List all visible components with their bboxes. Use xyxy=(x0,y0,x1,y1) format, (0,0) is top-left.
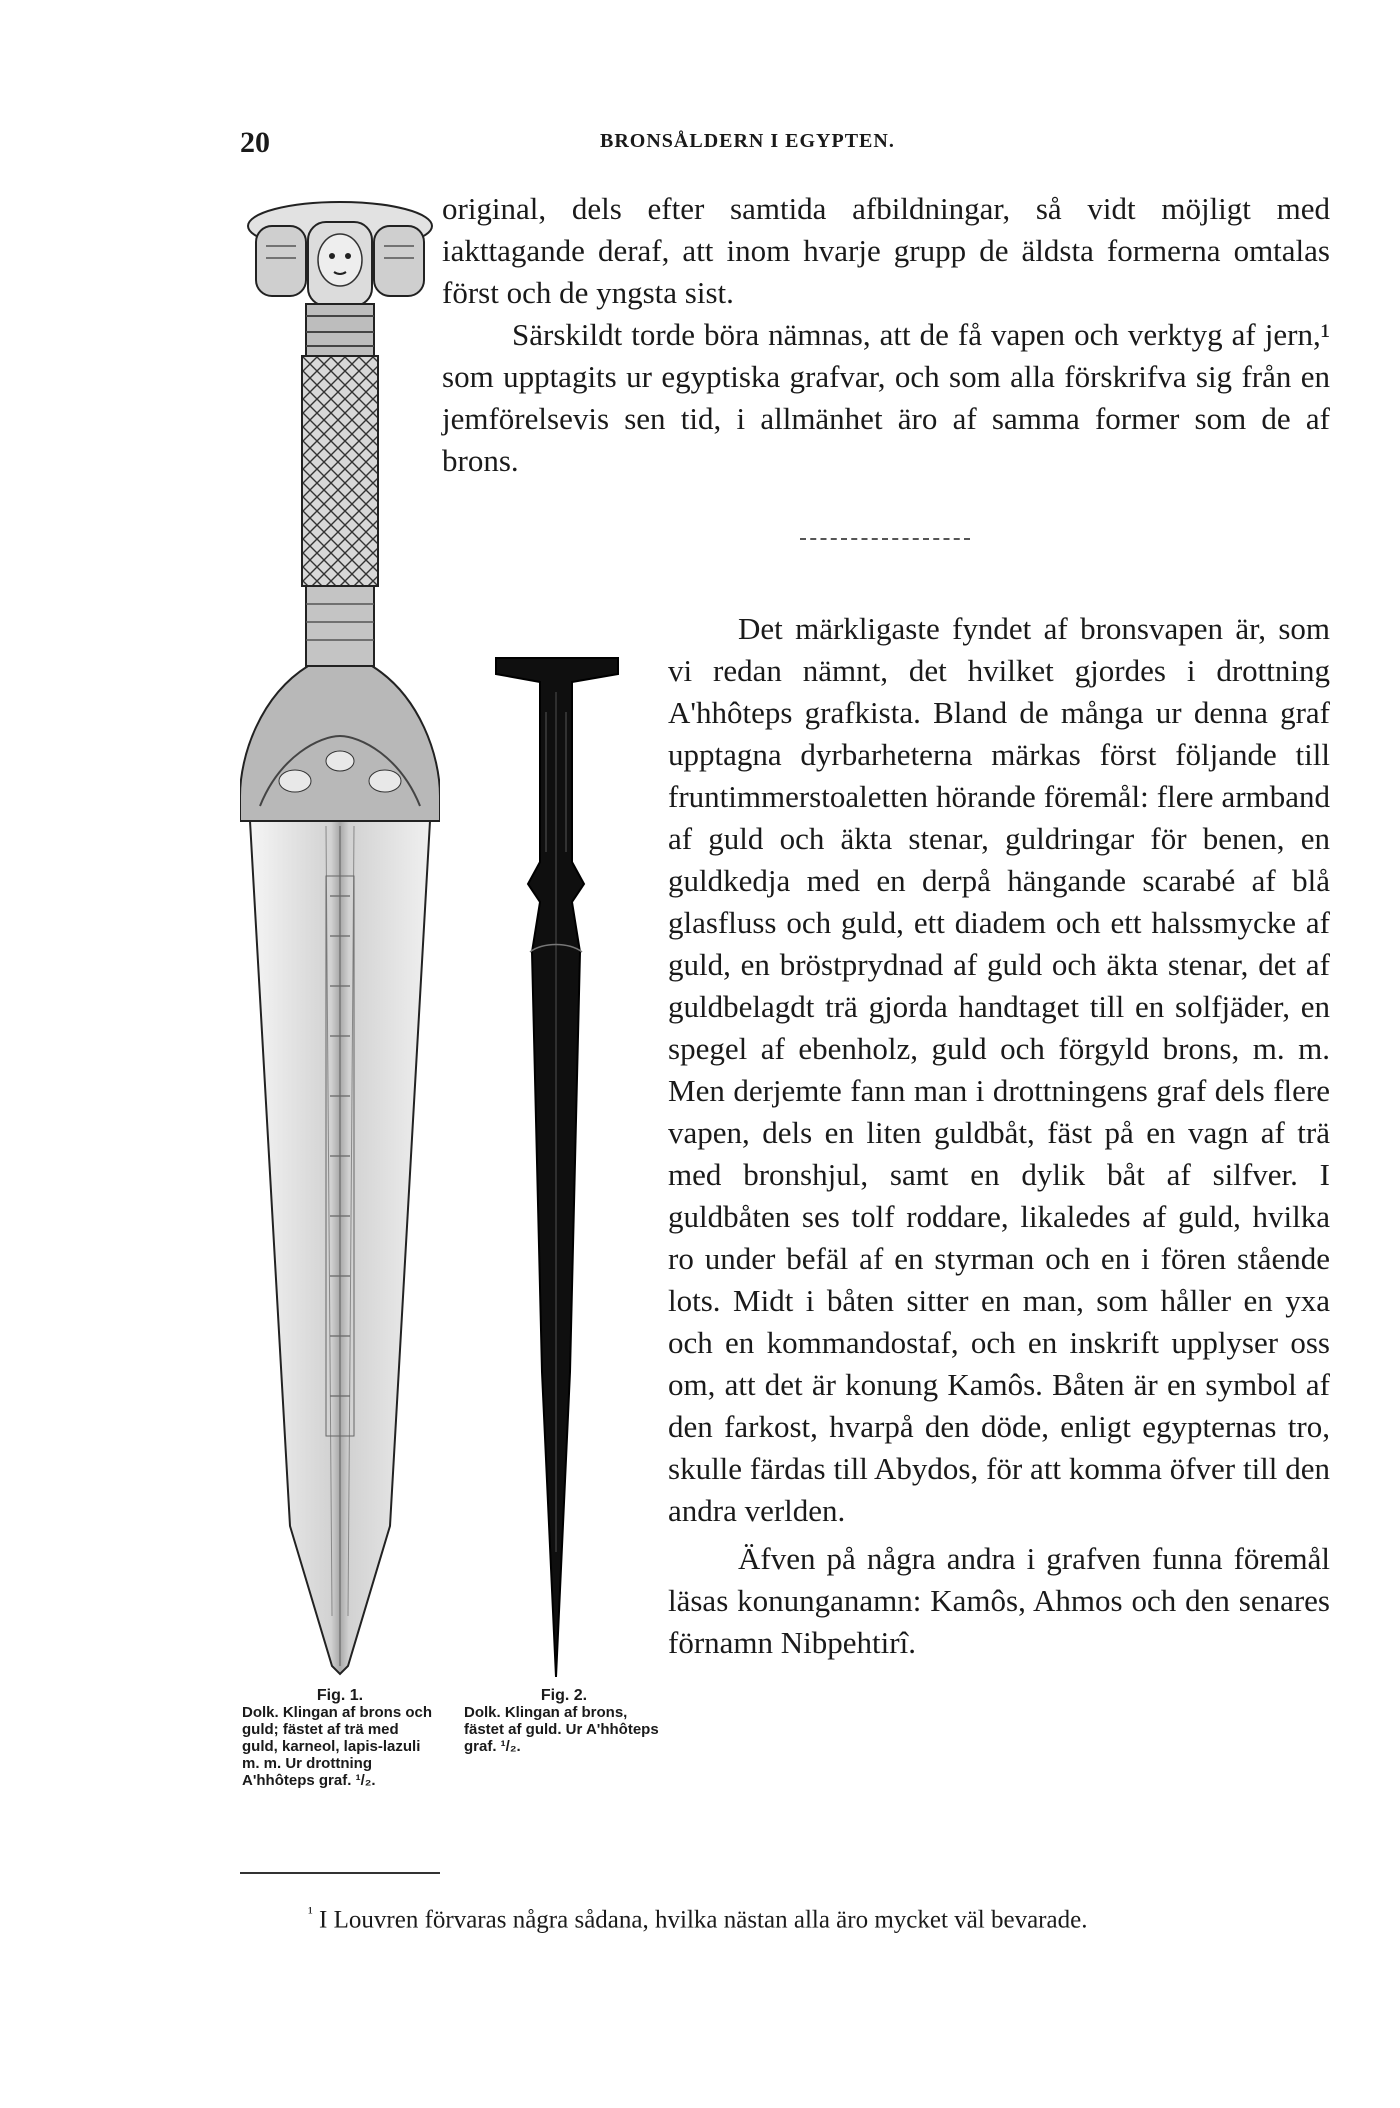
figure-2-label: Fig. 2. xyxy=(540,1687,588,1704)
paragraph-ahhotep-find: Det märkligaste fyndet af bronsvapen är, som vi redan nämnt, det hvilket gjordes i drottning A'hhôteps grafkista. Bland de många ur denna graf upptagna dyrbarheterna märkas först följande till fruntimmerstoaletten hörande föremål: flere armband af guld och äkta stenar, guldringar för benen, en guldkedja med en derpå hängande scarabé af blå glasfluss och guld, ett diadem och ett halssmycke af guld, en bröstprydnad af guld och äkta stenar, det af guldbelagdt trä gjorda handtaget till en solfjäder, en spegel af ebenholz, guld och förgyld brons, m. m. Men derjemte fann man i drottningens graf dels flere vapen, dels en liten guldbåt, fäst på en vagn af trä med bronshjul, samt en dylik båt af silfver. I guldbåten ses tolf roddare, likaledes af guld, hvilka ro under befäl af en styrman och en i fören stående lots. Midt i båten sitter en man, som håller en yxa och en kommandostaf, och en inskrift upplyser oss om, att det är konung Kamôs. Båten är en symbol af den farkost, hvarpå den döde, enligt egypternas tro, skulle färdas till Abydos, för att komma öfver till den andra verlden. xyxy=(668,611,1330,1528)
footnote-rule xyxy=(240,1872,440,1874)
figure-1-dagger-illustration xyxy=(240,196,440,1676)
running-title: BRONSÅLDERN I EGYPTEN. xyxy=(600,130,895,152)
page-number: 20 xyxy=(240,126,270,159)
hilt-guard xyxy=(240,666,440,821)
paragraph-iron-weapons: Särskildt torde böra nämnas, att de få vapen och verktyg af jern,¹ som upptagits ur egyptiska grafvar, och som alla förskrifva sig från en jemförelsevis sen tid, i allmänhet äro af samma former som de af brons. xyxy=(442,317,1330,478)
paragraph-continuation: original, dels efter samtida afbildningar, så vidt möjligt med iakttagande deraf, att inom hvarje grupp de äldsta formerna omtalas först och de yngsta sist. xyxy=(442,191,1330,310)
top-text-block xyxy=(442,188,1330,482)
pommel-heads xyxy=(248,202,432,306)
grip-diamond-pattern xyxy=(302,356,378,586)
footnote-text: I Louvren förvaras några sådana, hvilka nästan alla äro mycket väl bevarade. xyxy=(319,1906,1088,1934)
dark-dagger-body xyxy=(496,658,618,1677)
section-separator xyxy=(800,538,970,540)
figure-2-caption-text: Dolk. Klingan af brons, fästet af guld. Ur A'hhôteps graf. ¹/₂. xyxy=(464,1704,659,1755)
right-text-block xyxy=(668,608,1330,1664)
figure-2-caption xyxy=(464,1687,664,1755)
figure-2-dark-dagger-illustration xyxy=(492,652,622,1682)
footnote-marker: ¹ xyxy=(308,1905,313,1922)
figure-1-caption-text: Dolk. Klingan af brons och guld; fästet af trä med guld, karneol, lapis-lazuli m. m. Ur drottning A'hhôteps graf. ¹/₂. xyxy=(242,1704,433,1789)
paragraph-king-names: Äfven på några andra i grafven funna föremål läsas konunganamn: Kamôs, Ahmos och den senares förnamn Nibpehtirî. xyxy=(668,1541,1330,1660)
footnote xyxy=(308,1905,1087,1934)
grip-collar xyxy=(306,304,374,356)
figure-1-label: Fig. 1. xyxy=(316,1687,364,1704)
figure-1-caption xyxy=(242,1687,438,1789)
